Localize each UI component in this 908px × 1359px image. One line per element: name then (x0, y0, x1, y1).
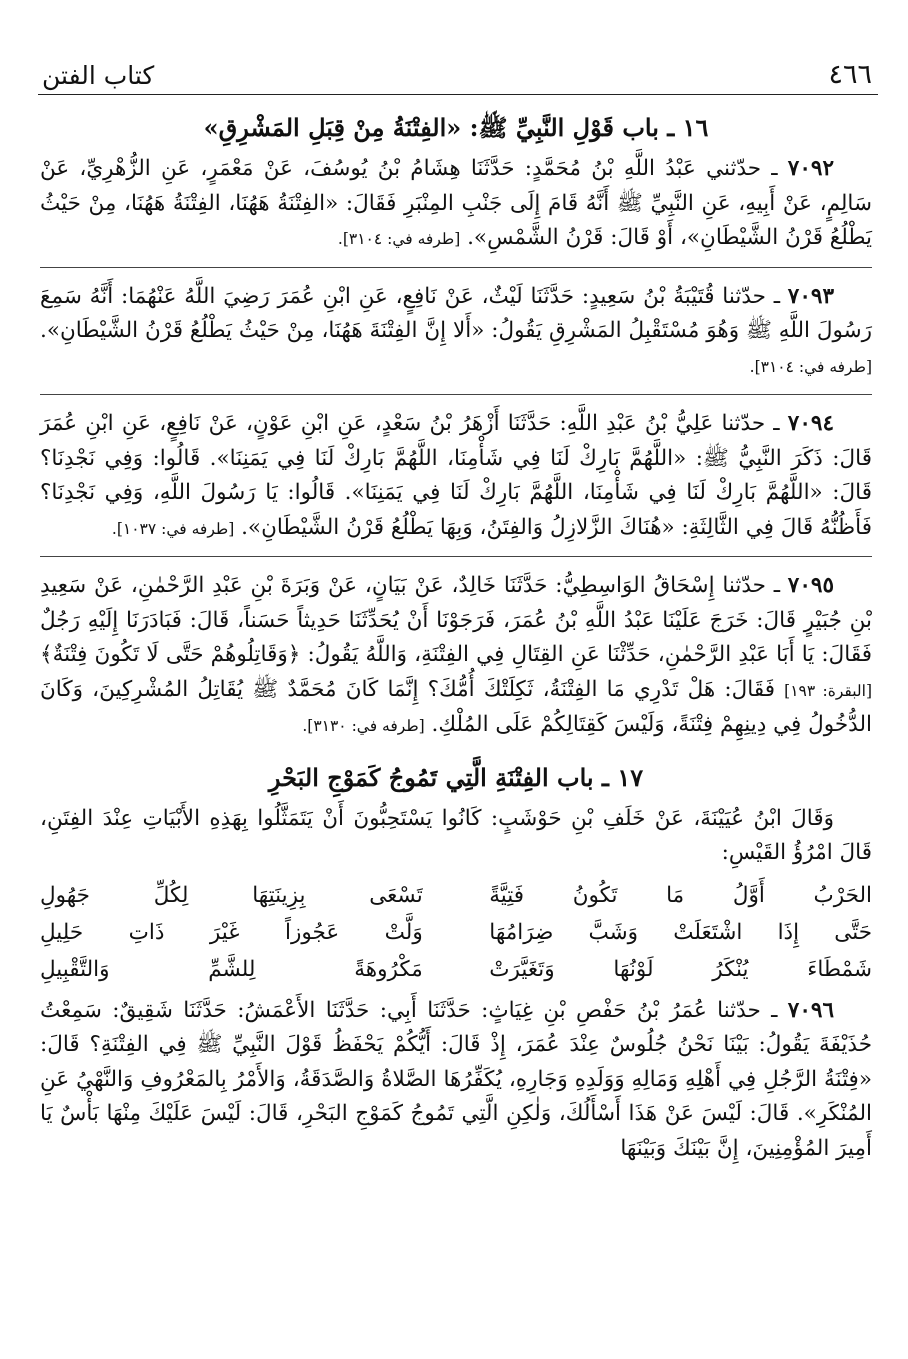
quran-reference: [البقرة: ١٩٣] (784, 681, 872, 700)
running-title: كتاب الفتن (42, 61, 155, 90)
hadith-7096 (40, 994, 872, 1167)
verse-first-hemistich: الحَرْبُ أَوَّلُ مَا تَكُونُ فَتِيَّةً (489, 882, 872, 908)
verse-first-hemistich: شَمْطَاءَ يُنْكَرُ لَوْنُهَا وَتَغَيَّرَتْ (489, 956, 872, 982)
cross-reference: [طرفه في: ٣١٠٤]. (337, 230, 461, 248)
cross-reference: [طرفه في: ٣١٣٠]. (302, 717, 425, 735)
verse-second-hemistich: وَلَّتْ عَجُوزاً غَيْرَ ذَاتِ حَلِيلِ (40, 919, 423, 945)
hadith-text: ـ حدّثني عَبْدُ اللَّهِ بْنُ مُحَمَّدٍ: حَدَّثَنَا هِشَامُ بْنُ يُوسُفَ، عَنْ مَعْمَرٍ، عَنِ الزُّهْرِيِّ، عَنْ سَالِمٍ، عَنْ أَبِيهِ، عَنِ النَّبِيِّ ﷺ أَنَّهُ قَامَ إِلَى جَنْبِ المِنْبَرِ فَقَالَ: «الفِتْنَةُ هَهُنَا، الفِتْنَةُ هَهُنَا، مِنْ حَيْثُ يَطْلُعُ قَرْنُ الشَّيْطَانِ»، أَوْ قَالَ: قَرْنُ الشَّمْسِ». (40, 156, 872, 250)
hadith-7095 (40, 569, 872, 744)
hadith-text: ـ حدّثنا إِسْحَاقُ الوَاسِطِيُّ: حَدَّثَنَا خَالِدٌ، عَنْ بَيَانٍ، عَنْ وَبَرَةَ بْنِ عَبْدِ الرَّحْمٰنِ، عَنْ سَعِيدِ بْنِ جُبَيْرٍ قَالَ: خَرَجَ عَلَيْنَا عَبْدُ اللَّهِ بْنُ عُمَرَ، فَرَجَوْنَا أَنْ يُحَدِّثَنَا حَدِيثاً حَسَناً، قَالَ: فَبَادَرَنَا إِلَيْهِ رَجُلٌ فَقَالَ: يَا أَبَا عَبْدِ الرَّحْمٰنِ، حَدِّثْنَا عَنِ القِتَالِ فِي الفِتْنَةِ، وَاللَّهُ يَقُولُ: ﴿وَقَاتِلُوهُمْ حَتَّى لَا تَكُونَ فِتْنَةٌ﴾ (40, 573, 872, 667)
verse-second-hemistich: تَسْعَى بِزِينَتِهَا لِكُلِّ جَهُولِ (40, 882, 423, 908)
page-number: ٤٦٦ (828, 59, 872, 90)
hadith-7094 (40, 407, 872, 546)
poem-verse (40, 951, 872, 988)
hadith-text: ـ حدّثنا عُمَرُ بْنُ حَفْصِ بْنِ غِيَاثٍ: حَدَّثَنَا أَبِي: حَدَّثَنَا الأَعْمَشُ: حَدَّثَنَا شَقِيقٌ: سَمِعْتُ حُذَيْفَةَ يَقُولُ: بَيْنَا نَحْنُ جُلُوسٌ عِنْدَ عُمَرَ، إِذْ قَالَ: أَيُّكُمْ يَحْفَظُ قَوْلَ النَّبِيِّ ﷺ فِي الفِتْنَةِ؟ قَالَ: «فِتْنَةُ الرَّجُلِ فِي أَهْلِهِ وَمَالِهِ وَوَلَدِهِ وَجَارِهِ، يُكَفِّرُهَا الصَّلاةُ وَالصَّدَقَةُ، وَالأَمْرُ بِالمَعْرُوفِ وَالنَّهْيُ عَنِ المُنْكَرِ». قَالَ: لَيْسَ عَنْ هَذَا أَسْأَلُكَ، وَلٰكِنِ الَّتِي تَمُوجُ كَمَوْجِ البَحْرِ، قَالَ: لَيْسَ عَلَيْكَ مِنْهَا بَأْسٌ يَا أَمِيرَ المُؤْمِنِينَ، إِنَّ بَيْنَكَ وَبَيْنَهَا (40, 997, 872, 1161)
hadith-7093 (40, 280, 872, 385)
hadith-7092 (40, 152, 872, 257)
verse-first-hemistich: حَتَّى إِذَا اشْتَعَلَتْ وَشَبَّ ضِرَامُهَا (489, 919, 872, 945)
hadith-text: ـ حدّثنا قُتَيْبَةُ بْنُ سَعِيدٍ: حَدَّثَنَا لَيْثٌ، عَنْ نَافِعٍ، عَنِ ابْنِ عُمَرَ رَضِيَ اللَّهُ عَنْهُمَا: أَنَّهُ سَمِعَ رَسُولَ اللَّهِ ﷺ وَهُوَ مُسْتَقْبِلُ المَشْرِقِ يَقُولُ: «أَلا إِنَّ الفِتْنَةَ هَهُنَا، مِنْ حَيْثُ يَطْلُعُ قَرْنُ الشَّيْطَانِ». (40, 283, 872, 343)
cross-reference: [طرفه في: ٣١٠٤]. (749, 357, 872, 376)
hadith-number: ٧٠٩٢ (787, 156, 834, 181)
page-body (40, 108, 872, 1172)
cross-reference: [طرفه في: ١٠٣٧]. (111, 519, 235, 538)
chapter-16-heading: ١٦ ـ باب قَوْلِ النَّبِيِّ ﷺ: «الفِتْنَةُ مِنْ قِبَلِ المَشْرِقِ» (203, 113, 709, 142)
poem-verse (40, 914, 872, 951)
hadith-number: ٧٠٩٤ (787, 411, 834, 436)
hadith-text-continued: فَقَالَ: هَلْ تَدْرِي مَا الفِتْنَةُ، ثَكِلَتْكَ أُمُّكَ؟ إِنَّمَا كَانَ مُحَمَّدٌ ﷺ يُقَاتِلُ المُشْرِكِينَ، وَكَانَ الدُّخُولُ فِي دِينِهِمْ فِتْنَةً، وَلَيْسَ كَقِتَالِكُمْ عَلَى المُلْكِ. (40, 676, 872, 737)
chapter-17-intro: وَقَالَ ابْنُ عُيَيْنَةَ، عَنْ خَلَفِ بْنِ حَوْشَبٍ: كَانُوا يَسْتَحِبُّونَ أَنْ يَتَمَثَّلُوا بِهَذِهِ الأَبْيَاتِ عِنْدَ الفِتَنِ، قَالَ امْرُؤُ القَيْسِ: (40, 805, 872, 865)
page-header (38, 54, 878, 95)
poem (40, 877, 872, 988)
hadith-separator (40, 394, 872, 395)
chapter-17-heading: ١٧ ـ باب الفِتْنَةِ الَّتِي تَمُوجُ كَمَوْجِ البَحْرِ (268, 762, 644, 792)
hadith-separator (40, 556, 872, 557)
hadith-number: ٧٠٩٦ (787, 997, 834, 1023)
hadith-number: ٧٠٩٥ (787, 573, 834, 598)
hadith-separator (40, 267, 872, 268)
poem-verse (40, 877, 872, 914)
verse-second-hemistich: مَكْرُوهَةً لِلشَّمِّ وَالتَّقْبِيلِ (40, 956, 423, 982)
hadith-number: ٧٠٩٣ (787, 283, 834, 309)
hadith-text: ـ حدّثنا عَلِيُّ بْنُ عَبْدِ اللَّهِ: حَدَّثَنَا أَزْهَرُ بْنُ سَعْدٍ، عَنِ ابْنِ عَوْنٍ، عَنْ نَافِعٍ، عَنِ ابْنِ عُمَرَ قَالَ: ذَكَرَ النَّبِيُّ ﷺ: «اللَّهُمَّ بَارِكْ لَنَا فِي شَأْمِنَا، اللَّهُمَّ بَارِكْ لَنَا فِي يَمَنِنَا». قَالُوا: وَفِي نَجْدِنَا؟ قَالَ: «اللَّهُمَّ بَارِكْ لَنَا فِي شَأْمِنَا، اللَّهُمَّ بَارِكْ لَنَا فِي يَمَنِنَا». قَالُوا: يَا رَسُولَ اللَّهِ، وَفِي نَجْدِنَا؟ فَأَظُنُّهُ قَالَ فِي الثَّالِثَةِ: «هُنَاكَ الزَّلازِلُ وَالفِتَنُ، وَبِهَا يَطْلُعُ قَرْنُ الشَّيْطَانِ». (40, 411, 872, 540)
